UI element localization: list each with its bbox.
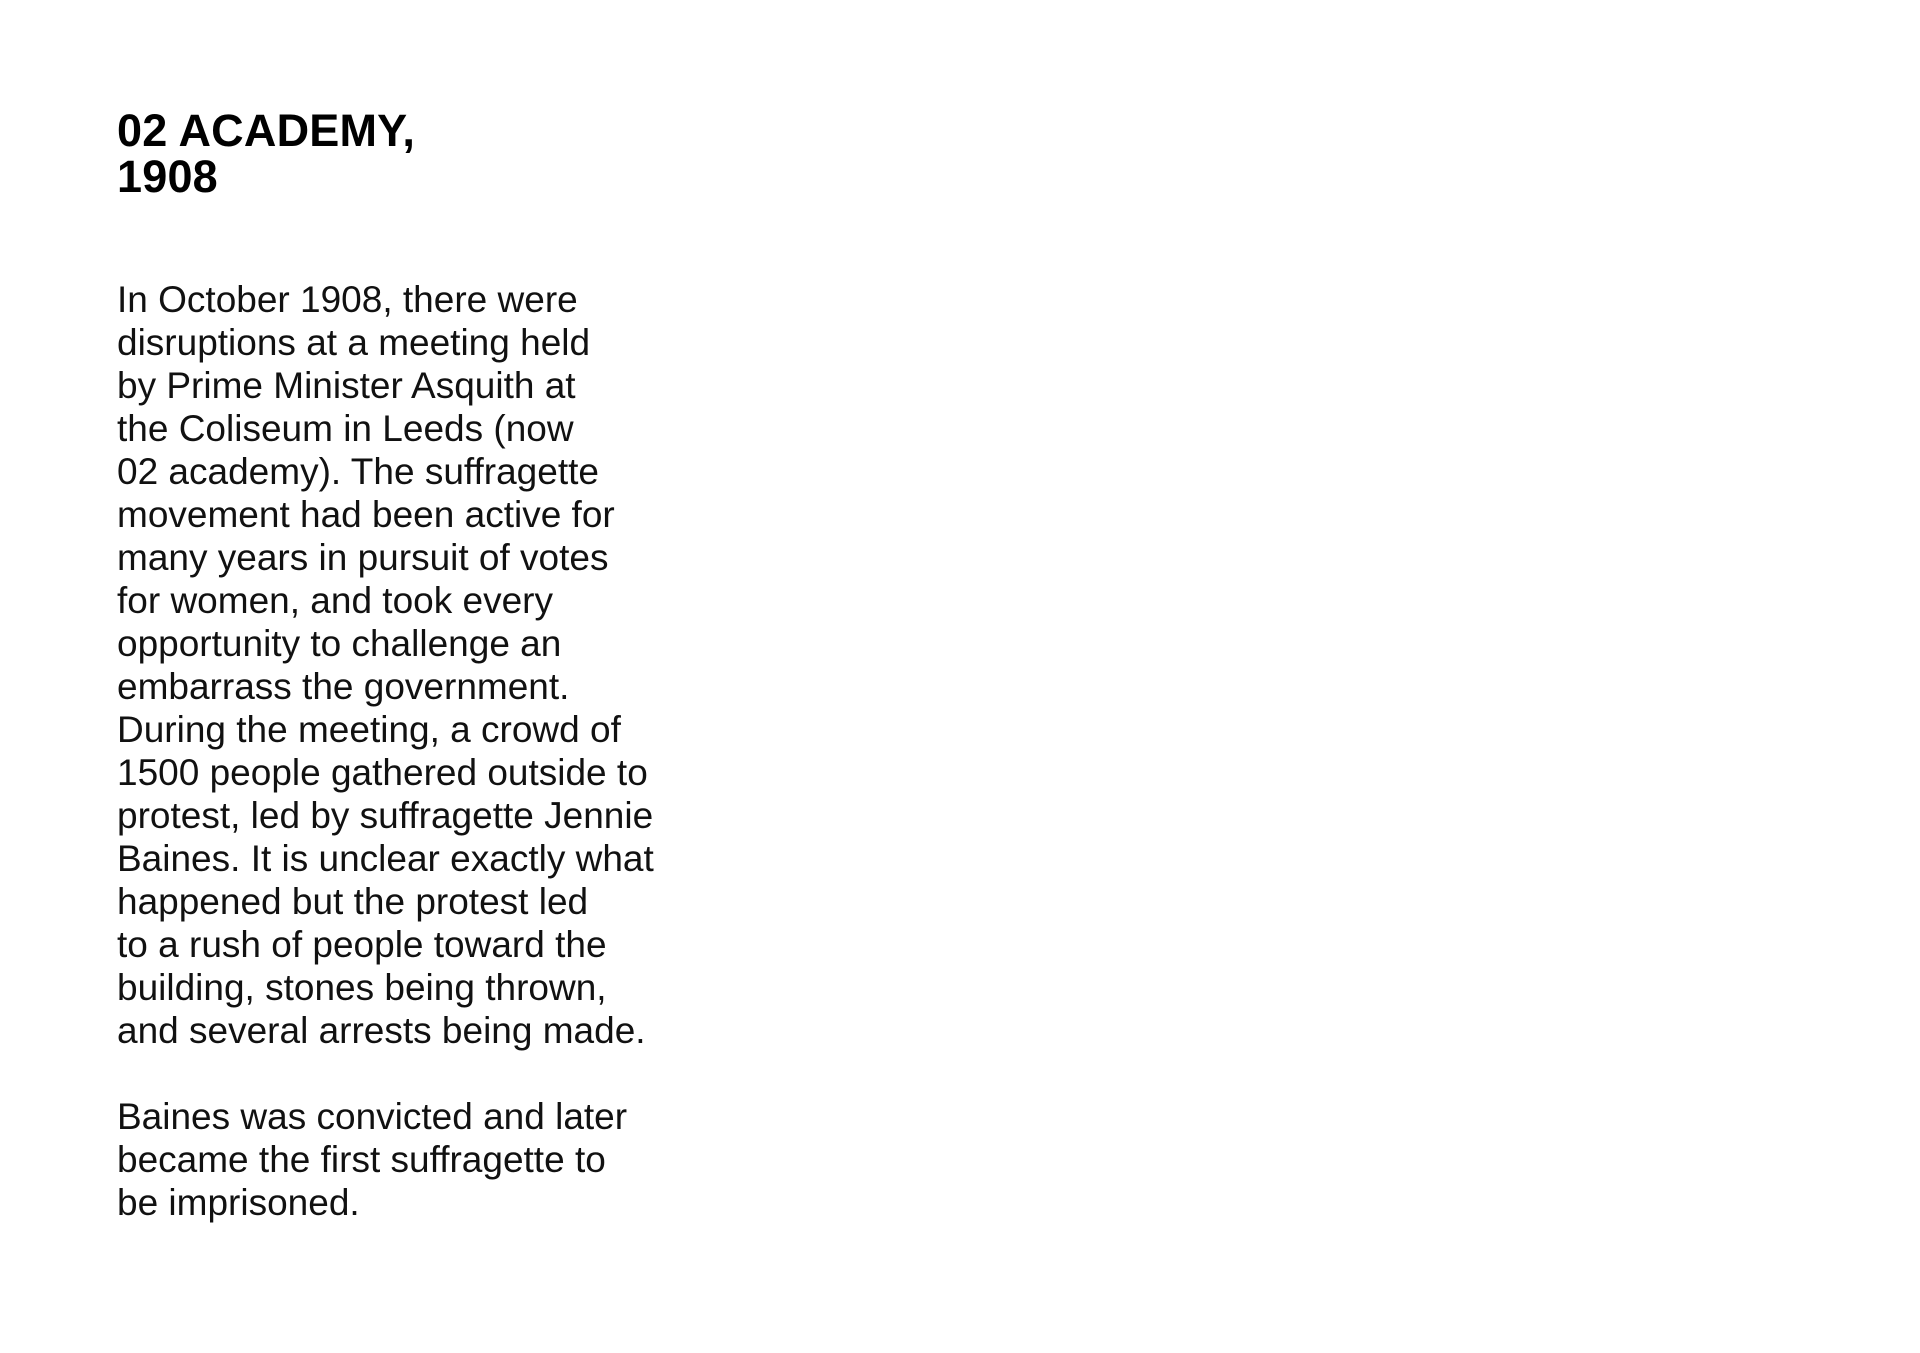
- text-line: happened but the protest led: [117, 881, 589, 922]
- body-text: [117, 278, 857, 1224]
- text-line: many years in pursuit of votes: [117, 537, 609, 578]
- text-line: Baines. It is unclear exactly what: [117, 838, 654, 879]
- text-line: and several arrests being made.: [117, 1010, 646, 1051]
- text-line: Baines was convicted and later: [117, 1096, 628, 1137]
- text-line: During the meeting, a crowd of: [117, 709, 621, 750]
- text-line: protest, led by suffragette Jennie: [117, 795, 654, 836]
- paragraph-2: [117, 1095, 857, 1224]
- text-line: In October 1908, there were: [117, 279, 578, 320]
- text-line: disruptions at a meeting held: [117, 322, 591, 363]
- title-line: 02 ACADEMY,: [117, 105, 416, 156]
- title-line: 1908: [117, 151, 218, 202]
- text-line: building, stones being thrown,: [117, 967, 607, 1008]
- text-line: the Coliseum in Leeds (now: [117, 408, 574, 449]
- text-line: became the first suffragette to: [117, 1139, 606, 1180]
- text-line: embarrass the government.: [117, 666, 570, 707]
- text-line: for women, and took every: [117, 580, 553, 621]
- text-line: opportunity to challenge an: [117, 623, 562, 664]
- page-title: [117, 105, 857, 202]
- text-line: be imprisoned.: [117, 1182, 360, 1223]
- text-line: 1500 people gathered outside to: [117, 752, 648, 793]
- text-line: 02 academy). The suffragette: [117, 451, 599, 492]
- text-line: movement had been active for: [117, 494, 615, 535]
- document-content: [117, 105, 857, 1224]
- text-line: by Prime Minister Asquith at: [117, 365, 576, 406]
- paragraph-1: [117, 278, 857, 1052]
- text-line: to a rush of people toward the: [117, 924, 607, 965]
